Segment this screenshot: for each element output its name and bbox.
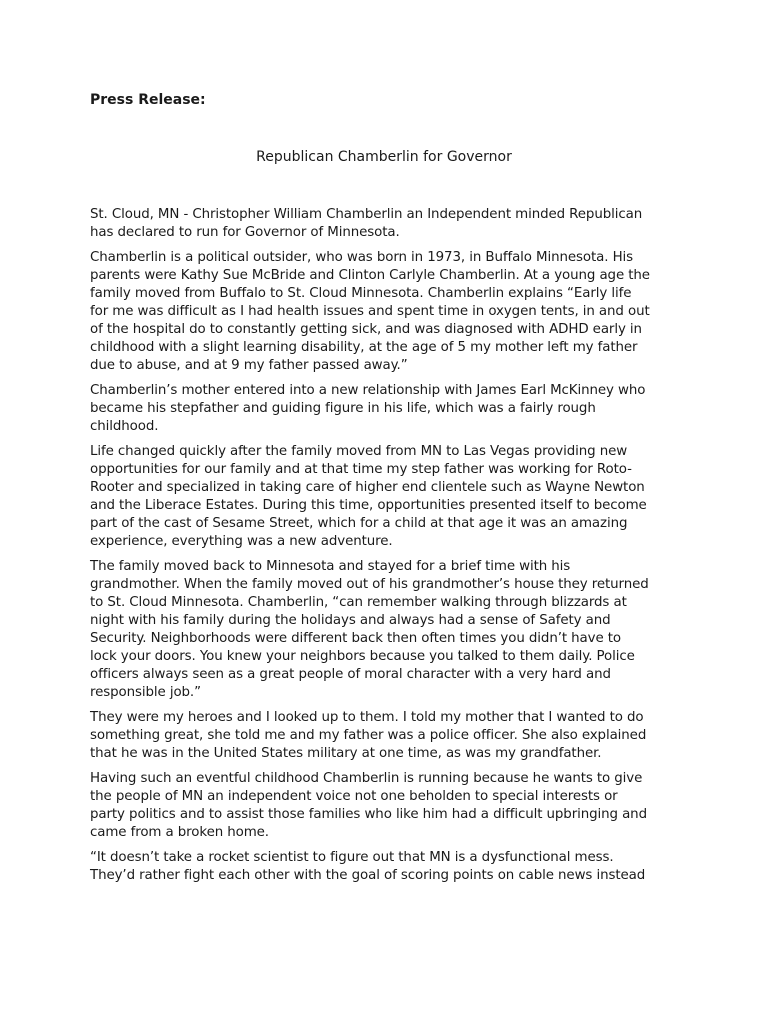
paragraph-line: Security. Neighborhoods were different back then often times you didn’t have to: [90, 630, 622, 646]
paragraph-line: lock your doors. You knew your neighbors because you talked to them daily. Police: [90, 648, 635, 664]
paragraph-line: The family moved back to Minnesota and stayed for a brief time with his: [90, 559, 571, 575]
paragraph-line: They’d rather fight each other with the goal of scoring points on cable news instead: [90, 868, 646, 884]
paragraph-line: to St. Cloud Minnesota. Chamberlin, “can remember walking through blizzards at: [90, 595, 627, 611]
paragraph-line: something great, she told me and my father was a police officer. She also explained: [90, 727, 647, 743]
paragraph-line: Chamberlin is a political outsider, who was born in 1973, in Buffalo Minnesota. His: [90, 250, 634, 266]
paragraph-line: grandmother. When the family moved out of his grandmother’s house they returned: [90, 577, 649, 593]
paragraph-line: family moved from Buffalo to St. Cloud Minnesota. Chamberlin explains “Early life: [90, 286, 632, 302]
paragraph-line: Chamberlin’s mother entered into a new relationship with James Earl McKinney who: [90, 383, 646, 399]
paragraph-line: of the hospital do to constantly getting sick, and was diagnosed with ADHD early in: [90, 321, 642, 337]
paragraph-line: came from a broken home.: [90, 825, 269, 840]
body-paragraph: [90, 709, 680, 763]
paragraph-line: St. Cloud, MN - Christopher William Chamberlin an Independent minded Republican: [90, 207, 643, 222]
body-paragraph: [90, 849, 680, 885]
paragraph-line: childhood.: [90, 418, 159, 434]
paragraph-line: part of the cast of Sesame Street, which for a child at that age it was an amazing: [90, 516, 628, 531]
body-paragraph: [90, 770, 680, 842]
paragraph-line: has declared to run for Governor of Minnesota.: [90, 224, 400, 240]
paragraph-line: party politics and to assist those families who like him had a difficult upbringing and: [90, 807, 647, 823]
body-paragraph: [90, 249, 680, 374]
body-paragraph: [90, 443, 680, 550]
paragraph-line: the people of MN an independent voice not one beholden to special interests or: [90, 789, 618, 805]
press-release-label: Press Release:: [90, 92, 206, 108]
paragraph-line: Having such an eventful childhood Chamberlin is running because he wants to give: [90, 771, 643, 787]
paragraph-line: parents were Kathy Sue McBride and Clinton Carlyle Chamberlin. At a young age the: [90, 268, 650, 284]
paragraph-line: childhood with a slight learning disability, at the age of 5 my mother left my father: [90, 339, 638, 355]
paragraph-line: Rooter and specialized in taking care of higher end clientele such as Wayne Newton: [90, 480, 645, 496]
paragraph-line: that he was in the United States military at one time, as was my grandfather.: [90, 745, 602, 761]
document-title: Republican Chamberlin for Governor: [256, 149, 512, 165]
paragraph-line: for me was difficult as I had health issues and spent time in oxygen tents, in and out: [90, 304, 650, 320]
body-paragraph: [90, 382, 680, 436]
paragraph-line: due to abuse, and at 9 my father passed away.”: [90, 357, 408, 373]
paragraph-line: became his stepfather and guiding figure in his life, which was a fairly rough: [90, 401, 596, 417]
paragraph-line: responsible job.”: [90, 684, 201, 700]
body-paragraph: [90, 206, 680, 242]
document-body: [90, 206, 680, 893]
paragraph-line: They were my heroes and I looked up to them. I told my mother that I wanted to do: [90, 710, 644, 726]
paragraph-line: “It doesn’t take a rocket scientist to figure out that MN is a dysfunctional mess.: [90, 850, 614, 866]
paragraph-line: experience, everything was a new adventure.: [90, 533, 393, 549]
paragraph-line: and the Liberace Estates. During this time, opportunities presented itself to become: [90, 498, 647, 514]
body-paragraph: [90, 558, 680, 701]
paragraph-line: opportunities for our family and at that time my step father was working for Roto-: [90, 462, 632, 478]
paragraph-line: officers always seen as a great people of moral character with a very hard and: [90, 666, 611, 682]
paragraph-line: night with his family during the holidays and always had a sense of Safety and: [90, 613, 611, 629]
paragraph-line: Life changed quickly after the family moved from MN to Las Vegas providing new: [90, 444, 628, 460]
